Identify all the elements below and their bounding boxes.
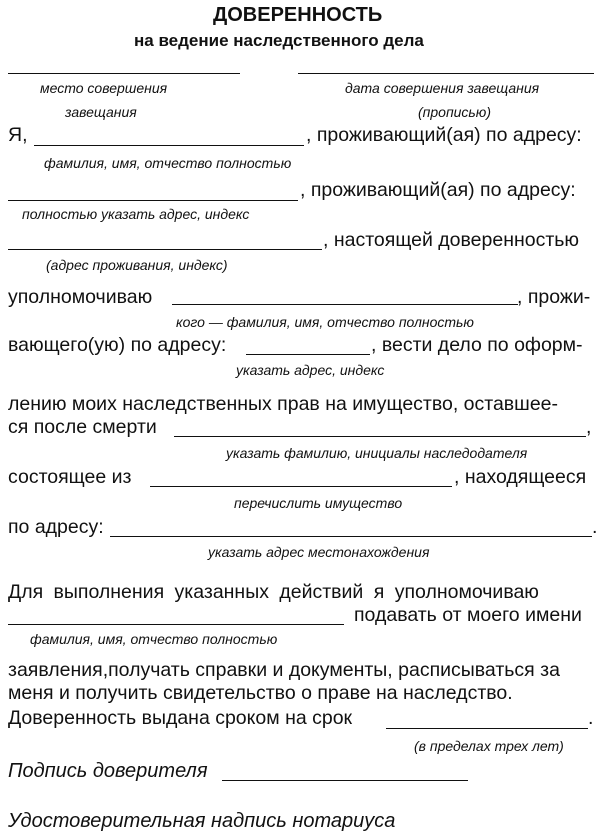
property-blank[interactable] (150, 486, 452, 487)
fio-hint: фамилия, имя, отчество полностью (44, 155, 292, 171)
fio-blank[interactable] (34, 145, 304, 146)
location-hint: указать адрес местонахождения (208, 544, 430, 560)
dot-text-2: . (588, 707, 594, 729)
date-hint: дата совершения завещания (345, 80, 540, 96)
whom-hint: кого — фамилия, имя, отчество полностью (176, 314, 474, 330)
document-title: ДОВЕРЕННОСТЬ (213, 4, 383, 26)
submit-text: подавать от моего имени (354, 604, 582, 626)
conduct-text: , вести дело по оформ- (371, 334, 583, 356)
place-blank[interactable] (8, 73, 240, 74)
address-index-hint: указать адрес, индекс (236, 362, 385, 378)
authorize-text: уполномочиваю (8, 286, 153, 308)
for-actions-text: Для выполнения указанных действий я уполномочиваю (8, 581, 539, 603)
this-power-text: , настоящей доверенностью (323, 229, 580, 251)
place-hint-2: завещания (65, 104, 137, 120)
rights-text: лению моих наследственных прав на имущество, оставшее- (8, 393, 558, 415)
statements-text: заявления,получать справки и документы, расписываться за (8, 659, 560, 681)
residing-text-1: , проживающий(ая) по адресу: (306, 124, 582, 146)
residence-hint: (адрес проживания, индекс) (46, 257, 228, 273)
at-address-text: по адресу: (8, 516, 104, 538)
address-blank-1[interactable] (8, 249, 322, 250)
place-hint: место совершения (40, 80, 168, 96)
principal-signature-label: Подпись доверителя (8, 760, 208, 782)
pro-zhi-text: , прожи- (517, 286, 591, 308)
deceased-hint: указать фамилию, инициалы наследодателя (226, 445, 528, 461)
location-blank[interactable] (110, 536, 592, 537)
principal-signature-blank[interactable] (222, 780, 468, 781)
certificate-text: меня и получить свидетельство о праве на наследство. (8, 682, 513, 704)
residing-acc-text: вающего(ую) по адресу: (8, 334, 227, 356)
dot-text-1: . (592, 516, 598, 538)
date-blank[interactable] (298, 73, 594, 74)
ya-text: Я, (8, 124, 28, 146)
consisting-text: состоящее из (8, 466, 132, 488)
after-death-text: ся после смерти (8, 416, 157, 438)
located-text: , находящееся (454, 466, 587, 488)
fio2-blank[interactable] (8, 200, 298, 201)
date-hint-2: (прописью) (418, 104, 491, 120)
property-hint: перечислить имущество (234, 495, 403, 511)
issued-text: Доверенность выдана сроком на срок (8, 707, 353, 729)
residing-text-2: , проживающий(ая) по адресу: (300, 179, 576, 201)
document-subtitle: на ведение наследственного дела (134, 31, 424, 50)
fio2-hint: фамилия, имя, отчество полностью (30, 631, 278, 647)
notary-label: Удостоверительная надпись нотариуса (8, 810, 396, 832)
whom-blank[interactable] (172, 304, 518, 305)
address-full-hint: полностью указать адрес, индекс (22, 206, 250, 222)
address-blank-2[interactable] (246, 354, 370, 355)
deceased-blank[interactable] (174, 436, 586, 437)
comma-text: , (586, 416, 592, 438)
representative-blank[interactable] (8, 624, 344, 625)
term-blank[interactable] (386, 728, 588, 729)
term-hint: (в пределах трех лет) (414, 738, 564, 754)
